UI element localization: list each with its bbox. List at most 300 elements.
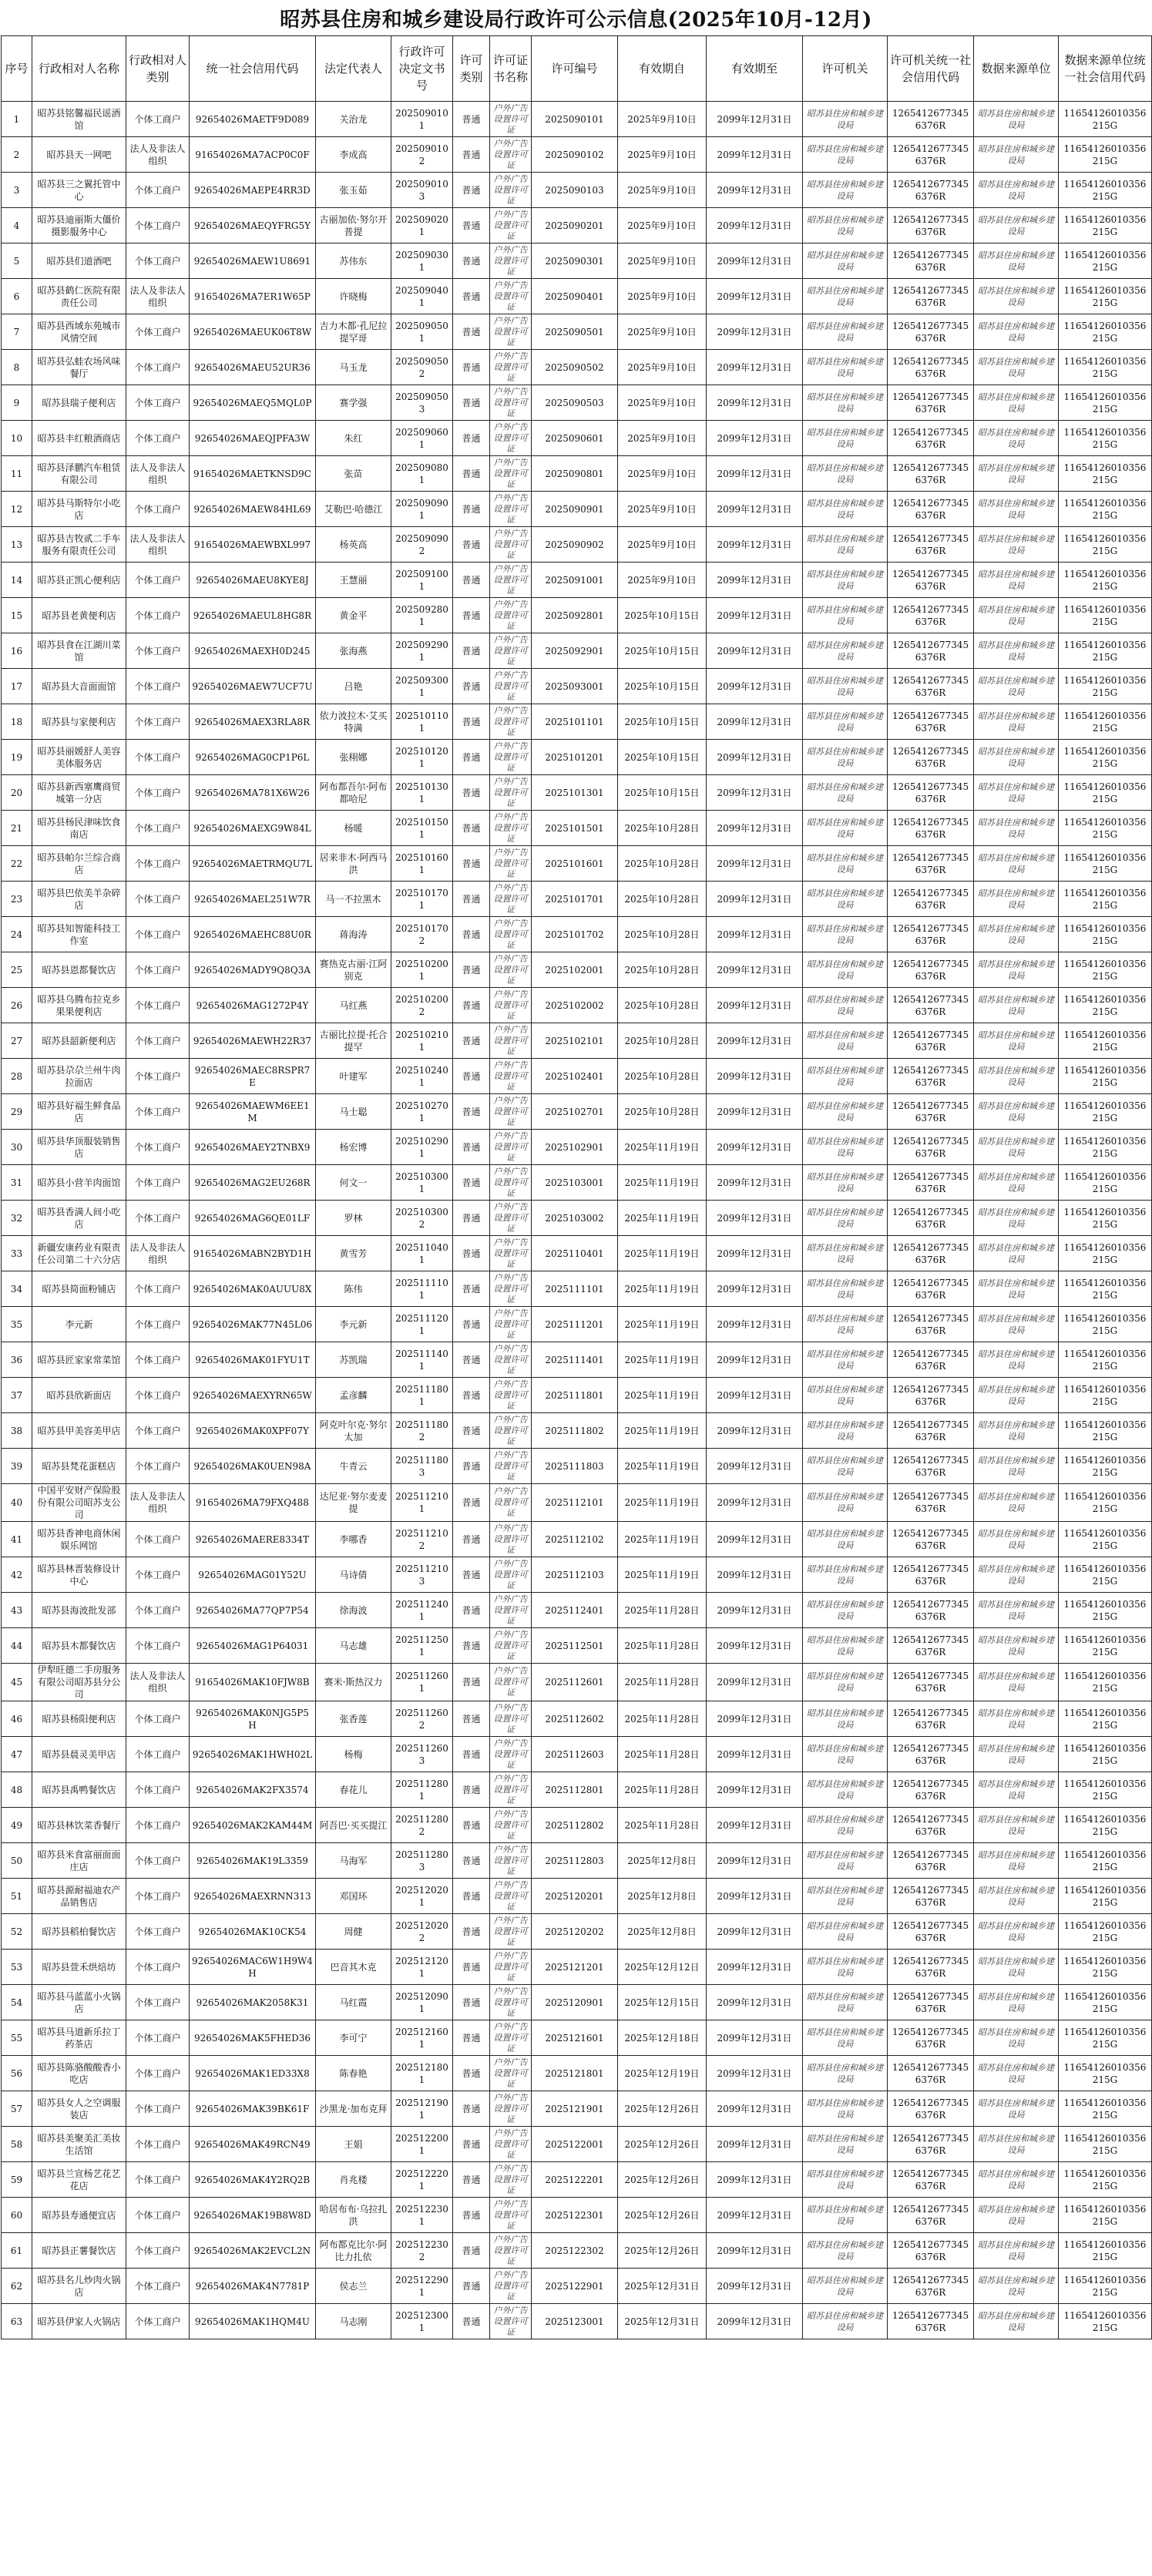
cell-license-type: 普通 [453,2056,490,2091]
cell-valid-from: 2025年9月10日 [618,208,707,243]
cell-source-unit: 昭苏县住房和城乡建设局 [974,1593,1059,1628]
cell-authority-code: 12654126773456376R [888,1664,974,1701]
table-row [2,882,1152,917]
cell-source-unit: 昭苏县住房和城乡建设局 [974,563,1059,598]
cell-authority: 昭苏县住房和城乡建设局 [803,1236,888,1271]
cell-decision-no: 2025112802 [391,1808,453,1843]
cell-index: 16 [2,633,32,669]
cell-decision-no: 2025103002 [391,1201,453,1236]
cell-authority-code: 12654126773456376R [888,1094,974,1130]
table-row [2,598,1152,633]
cell-license-type: 普通 [453,1201,490,1236]
cell-source-code: 11654126010356215G [1059,1201,1152,1236]
cell-valid-to: 2099年12月31日 [707,1236,803,1271]
table-row [2,1271,1152,1307]
cell-authority-code: 12654126773456376R [888,917,974,952]
cell-legal-rep: 叶建军 [316,1059,391,1094]
cell-legal-rep: 肖兆楼 [316,2162,391,2198]
cell-party-name: 昭苏县巴依美羊杂碎店 [32,882,126,917]
cell-source-code: 11654126010356215G [1059,492,1152,527]
permit-table [1,35,1152,2339]
cell-index: 19 [2,740,32,775]
cell-index: 25 [2,952,32,988]
cell-license-name: 户外广告设置许可证 [490,2304,532,2339]
cell-index: 40 [2,1484,32,1522]
cell-source-unit: 昭苏县住房和城乡建设局 [974,314,1059,350]
cell-credit-code: 92654026MAK49RCN49 [190,2127,316,2162]
cell-license-no: 2025102401 [532,1059,618,1094]
cell-valid-to: 2099年12月31日 [707,1023,803,1059]
cell-valid-from: 2025年11月19日 [618,1201,707,1236]
cell-source-unit: 昭苏县住房和城乡建设局 [974,492,1059,527]
cell-license-type: 普通 [453,1165,490,1201]
cell-credit-code: 92654026MAC6W1H9W4H [190,1950,316,1985]
cell-index: 30 [2,1130,32,1165]
cell-valid-from: 2025年12月8日 [618,1843,707,1879]
cell-legal-rep: 沙黑龙·加布克拜 [316,2091,391,2127]
cell-license-no: 2025112601 [532,1664,618,1701]
cell-source-unit: 昭苏县住房和城乡建设局 [974,1808,1059,1843]
table-row [2,1307,1152,1342]
cell-license-type: 普通 [453,1449,490,1484]
cell-license-type: 普通 [453,456,490,492]
cell-decision-no: 2025121801 [391,2056,453,2091]
cell-license-type: 普通 [453,704,490,740]
cell-decision-no: 2025121201 [391,1950,453,1985]
cell-decision-no: 2025121901 [391,2091,453,2127]
cell-legal-rep: 孟彦麟 [316,1378,391,1413]
cell-valid-to: 2099年12月31日 [707,775,803,811]
cell-legal-rep: 张海燕 [316,633,391,669]
cell-valid-from: 2025年12月31日 [618,2304,707,2339]
cell-valid-from: 2025年12月26日 [618,2198,707,2233]
cell-authority-code: 12654126773456376R [888,2091,974,2127]
cell-legal-rep: 李成高 [316,137,391,173]
cell-party-type: 个体工商户 [126,1271,190,1307]
cell-source-unit: 昭苏县住房和城乡建设局 [974,952,1059,988]
cell-decision-no: 2025101601 [391,846,453,882]
table-row [2,2233,1152,2269]
cell-index: 10 [2,421,32,456]
cell-credit-code: 92654026MAK2058K31 [190,1985,316,2020]
cell-party-name: 昭苏县香神电商休闲娱乐网馆 [32,1522,126,1557]
cell-decision-no: 2025101501 [391,811,453,846]
cell-license-no: 2025122302 [532,2233,618,2269]
cell-valid-from: 2025年11月28日 [618,1593,707,1628]
cell-credit-code: 92654026MAK4N7781P [190,2269,316,2304]
cell-decision-no: 2025091001 [391,563,453,598]
table-row [2,137,1152,173]
cell-authority: 昭苏县住房和城乡建设局 [803,1201,888,1236]
cell-valid-to: 2099年12月31日 [707,2091,803,2127]
cell-license-name: 户外广告设置许可证 [490,385,532,421]
cell-party-name: 昭苏县林饮菜香餐厅 [32,1808,126,1843]
cell-authority-code: 12654126773456376R [888,882,974,917]
cell-authority: 昭苏县住房和城乡建设局 [803,173,888,208]
cell-license-no: 2025092801 [532,598,618,633]
cell-license-name: 户外广告设置许可证 [490,1808,532,1843]
header-col-valid-from: 有效期自 [618,36,707,102]
header-col-license-type: 许可类别 [453,36,490,102]
cell-party-name: 昭苏县女人之空调服装店 [32,2091,126,2127]
cell-legal-rep: 古丽加依·努尔开普提 [316,208,391,243]
cell-party-type: 个体工商户 [126,882,190,917]
table-body [2,102,1152,2339]
table-row [2,1449,1152,1484]
cell-decision-no: 2025090601 [391,421,453,456]
cell-legal-rep: 艾勒巴·哈德江 [316,492,391,527]
cell-party-type: 个体工商户 [126,1307,190,1342]
cell-source-code: 11654126010356215G [1059,1522,1152,1557]
cell-authority: 昭苏县住房和城乡建设局 [803,2127,888,2162]
cell-source-code: 11654126010356215G [1059,2091,1152,2127]
cell-authority-code: 12654126773456376R [888,1522,974,1557]
cell-valid-to: 2099年12月31日 [707,704,803,740]
cell-license-no: 2025121201 [532,1950,618,1985]
cell-valid-from: 2025年11月28日 [618,1737,707,1772]
cell-legal-rep: 黄雪芳 [316,1236,391,1271]
cell-authority-code: 12654126773456376R [888,2127,974,2162]
cell-valid-to: 2099年12月31日 [707,1557,803,1593]
cell-party-name: 昭苏县们道酒吧 [32,243,126,279]
cell-license-name: 户外广告设置许可证 [490,2056,532,2091]
cell-license-name: 户外广告设置许可证 [490,1484,532,1522]
cell-decision-no: 2025090501 [391,314,453,350]
cell-valid-to: 2099年12月31日 [707,492,803,527]
cell-license-name: 户外广告设置许可证 [490,2269,532,2304]
cell-party-type: 个体工商户 [126,1879,190,1914]
cell-index: 13 [2,527,32,563]
cell-party-name: 昭苏县香满人间小吃店 [32,1201,126,1236]
cell-valid-from: 2025年12月8日 [618,1879,707,1914]
cell-license-no: 2025090902 [532,527,618,563]
cell-party-type: 个体工商户 [126,1985,190,2020]
cell-valid-from: 2025年11月28日 [618,1628,707,1664]
cell-legal-rep: 李哪香 [316,1522,391,1557]
cell-valid-from: 2025年12月19日 [618,2056,707,2091]
cell-license-name: 户外广告设置许可证 [490,704,532,740]
cell-license-type: 普通 [453,2198,490,2233]
cell-authority-code: 12654126773456376R [888,2233,974,2269]
cell-party-type: 个体工商户 [126,1557,190,1593]
cell-source-unit: 昭苏县住房和城乡建设局 [974,1236,1059,1271]
cell-credit-code: 92654026MAK5FHED36 [190,2020,316,2056]
cell-source-unit: 昭苏县住房和城乡建设局 [974,1201,1059,1236]
cell-party-type: 个体工商户 [126,2091,190,2127]
cell-authority: 昭苏县住房和城乡建设局 [803,775,888,811]
cell-decision-no: 2025102001 [391,952,453,988]
cell-index: 35 [2,1307,32,1342]
cell-decision-no: 2025112603 [391,1737,453,1772]
cell-credit-code: 92654026MAEXG9W84L [190,811,316,846]
cell-source-code: 11654126010356215G [1059,208,1152,243]
cell-valid-to: 2099年12月31日 [707,1449,803,1484]
cell-index: 39 [2,1449,32,1484]
cell-credit-code: 92654026MAK1HQM4U [190,2304,316,2339]
cell-license-no: 2025101301 [532,775,618,811]
cell-credit-code: 92654026MAEWM6EE1M [190,1094,316,1130]
cell-source-code: 11654126010356215G [1059,2127,1152,2162]
cell-legal-rep: 马海军 [316,1843,391,1879]
table-row [2,811,1152,846]
cell-decision-no: 2025102101 [391,1023,453,1059]
cell-license-type: 普通 [453,740,490,775]
cell-index: 34 [2,1271,32,1307]
cell-decision-no: 2025112803 [391,1843,453,1879]
cell-license-type: 普通 [453,1094,490,1130]
cell-legal-rep: 达尼亚·努尔麦麦提 [316,1484,391,1522]
cell-decision-no: 2025090102 [391,137,453,173]
cell-source-code: 11654126010356215G [1059,2020,1152,2056]
cell-decision-no: 2025112401 [391,1593,453,1628]
header-col-source-unit: 数据来源单位 [974,36,1059,102]
cell-license-no: 2025092901 [532,633,618,669]
cell-license-type: 普通 [453,137,490,173]
cell-authority: 昭苏县住房和城乡建设局 [803,2198,888,2233]
cell-credit-code: 92654026MA781X6W26 [190,775,316,811]
cell-source-code: 11654126010356215G [1059,1023,1152,1059]
cell-valid-to: 2099年12月31日 [707,350,803,385]
cell-authority-code: 12654126773456376R [888,1378,974,1413]
cell-license-no: 2025120202 [532,1914,618,1950]
cell-valid-to: 2099年12月31日 [707,1378,803,1413]
cell-license-name: 户外广告设置许可证 [490,633,532,669]
cell-legal-rep: 苏凯瑞 [316,1342,391,1378]
cell-license-no: 2025101201 [532,740,618,775]
cell-authority: 昭苏县住房和城乡建设局 [803,279,888,314]
cell-license-type: 普通 [453,492,490,527]
cell-license-no: 2025112103 [532,1557,618,1593]
cell-license-type: 普通 [453,1236,490,1271]
cell-source-unit: 昭苏县住房和城乡建设局 [974,740,1059,775]
cell-index: 17 [2,669,32,704]
cell-valid-from: 2025年11月28日 [618,1701,707,1737]
table-row [2,2056,1152,2091]
cell-index: 2 [2,137,32,173]
cell-valid-from: 2025年12月15日 [618,1985,707,2020]
cell-authority-code: 12654126773456376R [888,102,974,137]
cell-party-type: 个体工商户 [126,1950,190,1985]
cell-index: 45 [2,1664,32,1701]
cell-valid-to: 2099年12月31日 [707,527,803,563]
cell-authority-code: 12654126773456376R [888,2198,974,2233]
cell-party-type: 个体工商户 [126,314,190,350]
cell-valid-from: 2025年10月28日 [618,988,707,1023]
cell-valid-to: 2099年12月31日 [707,882,803,917]
table-row [2,1701,1152,1737]
cell-valid-to: 2099年12月31日 [707,1772,803,1808]
cell-authority-code: 12654126773456376R [888,1201,974,1236]
cell-authority: 昭苏县住房和城乡建设局 [803,208,888,243]
cell-credit-code: 92654026MAEU52UR36 [190,350,316,385]
cell-credit-code: 92654026MAEWH22R37 [190,1023,316,1059]
cell-authority: 昭苏县住房和城乡建设局 [803,1342,888,1378]
cell-source-unit: 昭苏县住房和城乡建设局 [974,2269,1059,2304]
cell-authority-code: 12654126773456376R [888,314,974,350]
cell-decision-no: 2025122201 [391,2162,453,2198]
table-row [2,2020,1152,2056]
cell-source-unit: 昭苏县住房和城乡建设局 [974,1094,1059,1130]
cell-party-type: 法人及非法人组织 [126,1484,190,1522]
cell-valid-to: 2099年12月31日 [707,1593,803,1628]
cell-decision-no: 2025090502 [391,350,453,385]
cell-credit-code: 91654026MAK10FJW8B [190,1664,316,1701]
cell-legal-rep: 王娟 [316,2127,391,2162]
cell-license-type: 普通 [453,1130,490,1165]
cell-valid-from: 2025年9月10日 [618,243,707,279]
table-row [2,314,1152,350]
cell-source-code: 11654126010356215G [1059,102,1152,137]
header-col-source-code: 数据来源单位统一社会信用代码 [1059,36,1152,102]
cell-decision-no: 2025090201 [391,208,453,243]
table-row [2,1843,1152,1879]
cell-source-unit: 昭苏县住房和城乡建设局 [974,1449,1059,1484]
table-row [2,1522,1152,1557]
cell-party-name: 昭苏县好福生鲜食品店 [32,1094,126,1130]
cell-valid-to: 2099年12月31日 [707,2198,803,2233]
cell-legal-rep: 周健 [316,1914,391,1950]
cell-source-code: 11654126010356215G [1059,1985,1152,2020]
cell-source-code: 11654126010356215G [1059,1236,1152,1271]
cell-source-unit: 昭苏县住房和城乡建设局 [974,102,1059,137]
cell-credit-code: 92654026MAK1ED33X8 [190,2056,316,2091]
cell-license-name: 户外广告设置许可证 [490,102,532,137]
cell-credit-code: 92654026MAK0NJG5P5H [190,1701,316,1737]
cell-index: 63 [2,2304,32,2339]
cell-decision-no: 2025103001 [391,1165,453,1201]
cell-decision-no: 2025090902 [391,527,453,563]
cell-valid-to: 2099年12月31日 [707,385,803,421]
cell-license-no: 2025090201 [532,208,618,243]
cell-party-name: 昭苏县食在江湖川菜馆 [32,633,126,669]
cell-authority-code: 12654126773456376R [888,350,974,385]
cell-credit-code: 92654026MAK19L3359 [190,1843,316,1879]
header-col-party-name: 行政相对人名称 [32,36,126,102]
cell-license-no: 2025090301 [532,243,618,279]
cell-decision-no: 2025101702 [391,917,453,952]
cell-party-name: 昭苏县吉牧贰二手车服务有限责任公司 [32,527,126,563]
cell-license-name: 户外广告设置许可证 [490,1130,532,1165]
cell-valid-from: 2025年11月28日 [618,1772,707,1808]
cell-authority-code: 12654126773456376R [888,563,974,598]
cell-license-no: 2025101701 [532,882,618,917]
cell-index: 60 [2,2198,32,2233]
cell-source-unit: 昭苏县住房和城乡建设局 [974,1701,1059,1737]
cell-authority: 昭苏县住房和城乡建设局 [803,2162,888,2198]
cell-valid-from: 2025年11月19日 [618,1522,707,1557]
cell-license-name: 户外广告设置许可证 [490,1201,532,1236]
cell-source-code: 11654126010356215G [1059,173,1152,208]
table-row [2,1664,1152,1701]
cell-authority: 昭苏县住房和城乡建设局 [803,1023,888,1059]
cell-legal-rep: 马红燕 [316,988,391,1023]
cell-valid-to: 2099年12月31日 [707,137,803,173]
cell-source-unit: 昭苏县住房和城乡建设局 [974,1023,1059,1059]
cell-index: 49 [2,1808,32,1843]
cell-source-code: 11654126010356215G [1059,350,1152,385]
cell-valid-to: 2099年12月31日 [707,1342,803,1378]
cell-index: 56 [2,2056,32,2091]
cell-party-name: 昭苏县乌腾布拉克乡果果便利店 [32,988,126,1023]
cell-decision-no: 2025090301 [391,243,453,279]
cell-license-name: 户外广告设置许可证 [490,527,532,563]
cell-source-unit: 昭苏县住房和城乡建设局 [974,2233,1059,2269]
cell-license-no: 2025122301 [532,2198,618,2233]
cell-source-code: 11654126010356215G [1059,314,1152,350]
table-row [2,1593,1152,1628]
cell-source-code: 11654126010356215G [1059,1307,1152,1342]
cell-credit-code: 92654026MAG6QE01LF [190,1201,316,1236]
cell-source-code: 11654126010356215G [1059,2056,1152,2091]
cell-party-type: 个体工商户 [126,350,190,385]
cell-valid-to: 2099年12月31日 [707,2233,803,2269]
cell-license-name: 户外广告设置许可证 [490,1557,532,1593]
cell-authority: 昭苏县住房和城乡建设局 [803,102,888,137]
cell-legal-rep: 张苗 [316,456,391,492]
cell-valid-from: 2025年10月15日 [618,633,707,669]
cell-license-name: 户外广告设置许可证 [490,1342,532,1378]
cell-license-type: 普通 [453,208,490,243]
cell-valid-to: 2099年12月31日 [707,1271,803,1307]
cell-license-no: 2025093001 [532,669,618,704]
cell-source-code: 11654126010356215G [1059,811,1152,846]
cell-authority-code: 12654126773456376R [888,1271,974,1307]
cell-authority: 昭苏县住房和城乡建设局 [803,1985,888,2020]
cell-party-type: 个体工商户 [126,2056,190,2091]
cell-authority-code: 12654126773456376R [888,740,974,775]
cell-source-unit: 昭苏县住房和城乡建设局 [974,456,1059,492]
cell-party-name: 昭苏县美聚美汇美妆生活馆 [32,2127,126,2162]
cell-license-no: 2025101601 [532,846,618,882]
cell-party-name: 昭苏县小营羊肉面馆 [32,1165,126,1201]
cell-legal-rep: 古丽比拉提·托合提罕 [316,1023,391,1059]
table-row [2,1484,1152,1522]
cell-source-unit: 昭苏县住房和城乡建设局 [974,1522,1059,1557]
cell-valid-to: 2099年12月31日 [707,1130,803,1165]
cell-source-code: 11654126010356215G [1059,1879,1152,1914]
cell-valid-from: 2025年10月28日 [618,846,707,882]
cell-license-type: 普通 [453,527,490,563]
cell-legal-rep: 杨宏博 [316,1130,391,1165]
cell-legal-rep: 马志刚 [316,2304,391,2339]
cell-license-type: 普通 [453,1271,490,1307]
cell-authority-code: 12654126773456376R [888,1879,974,1914]
cell-valid-from: 2025年9月10日 [618,421,707,456]
cell-party-name: 昭苏县杨民津味饮食南店 [32,811,126,846]
cell-authority-code: 12654126773456376R [888,1557,974,1593]
cell-legal-rep: 马志雄 [316,1628,391,1664]
cell-source-code: 11654126010356215G [1059,137,1152,173]
table-row [2,1342,1152,1378]
cell-legal-rep: 居来非木·阿西马洪 [316,846,391,882]
cell-index: 1 [2,102,32,137]
cell-index: 46 [2,1701,32,1737]
cell-authority-code: 12654126773456376R [888,1130,974,1165]
cell-index: 26 [2,988,32,1023]
cell-credit-code: 91654026MABN2BYD1H [190,1236,316,1271]
cell-valid-to: 2099年12月31日 [707,1843,803,1879]
cell-source-unit: 昭苏县住房和城乡建设局 [974,917,1059,952]
cell-license-name: 户外广告设置许可证 [490,1628,532,1664]
cell-party-name: 昭苏县与家便利店 [32,704,126,740]
table-row [2,1236,1152,1271]
page-title: 昭苏县住房和城乡建设局行政许可公示信息(2025年10月-12月) [280,8,872,32]
cell-index: 50 [2,1843,32,1879]
cell-license-type: 普通 [453,2304,490,2339]
cell-valid-from: 2025年9月10日 [618,492,707,527]
cell-legal-rep: 许晓梅 [316,279,391,314]
cell-license-type: 普通 [453,314,490,350]
